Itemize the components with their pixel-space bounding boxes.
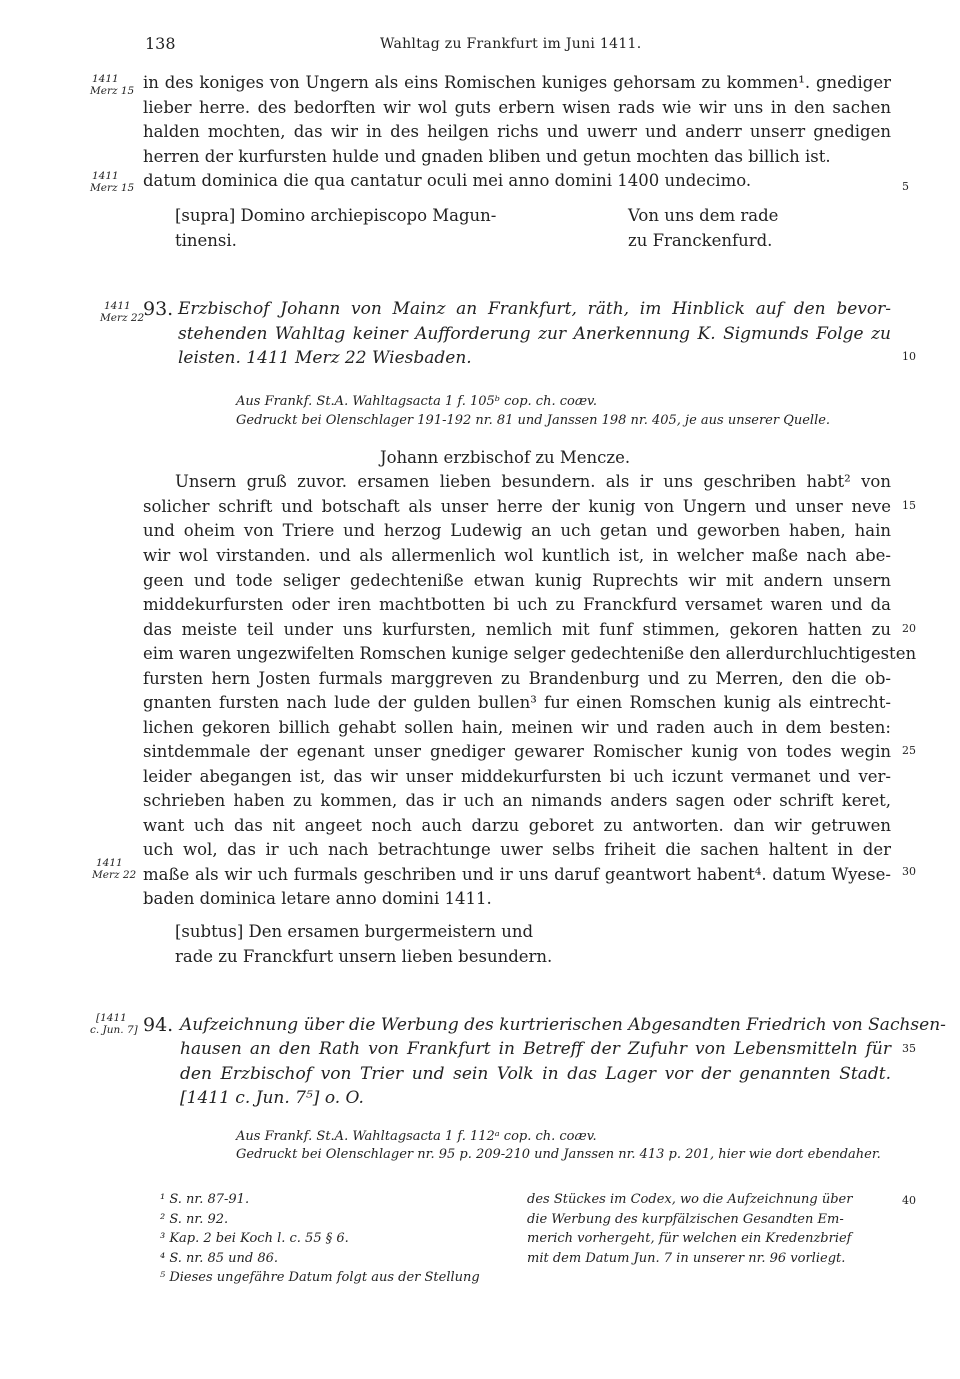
document-number: 94.: [143, 1014, 174, 1036]
address-subtus: rade zu Franckfurt unsern lieben besundern.: [175, 947, 553, 966]
text-line: herren der kurfursten hulde und gnaden bliben und getun mochten das billich ist.: [143, 147, 831, 166]
salutation: Johann erzbischof zu Mencze.: [380, 448, 631, 467]
footnote: merich vorhergeht, für welchen ein Kredenzbrief: [527, 1231, 852, 1246]
text-line: schrieben haben zu kommen, das ir uch an nimands anders sagen oder schrift keret,: [143, 791, 891, 810]
source-note: Gedruckt bei Olenschlager nr. 95 p. 209-210 und Janssen nr. 413 p. 201, hier wie dort ebendaher.: [236, 1147, 881, 1162]
footnote: ¹ S. nr. 87-91.: [160, 1192, 250, 1207]
address-subtus: [subtus] Den ersamen burgermeistern und: [175, 922, 534, 941]
text-line: datum dominica die qua cantatur oculi mei anno domini 1400 undecimo.: [143, 171, 752, 190]
footnote: ⁵ Dieses ungefähre Datum folgt aus der Stellung: [160, 1270, 480, 1285]
document-title: [1411 c. Jun. 7⁵] o. O.: [180, 1088, 364, 1108]
address-left: tinensi.: [175, 231, 237, 250]
document-title: stehenden Wahltag keiner Aufforderung zur Anerkennung K. Sigmunds Folge zu: [178, 324, 891, 344]
text-line: uch wol, das ir uch nach betrachtunge uwer selbs friheit die sachen haltent in der: [143, 840, 891, 859]
footnote: die Werbung des kurpfälzischen Gesandten Em-: [527, 1211, 844, 1227]
running-title: Wahltag zu Frankfurt im Juni 1411.: [380, 36, 642, 52]
text-line: und oheim von Triere und herzog Ludewig an uch getan und geworben haben, hain: [143, 521, 891, 540]
line-number: 5: [902, 180, 909, 193]
line-number: 20: [902, 622, 916, 635]
line-number: 25: [902, 744, 916, 757]
margin-date: 1411 Merz 22: [92, 857, 137, 881]
text-line: want uch das nit angeet noch auch darzu geboret zu antworten. dan wir getruwen: [143, 816, 891, 835]
margin-date: 1411 Merz 15: [90, 73, 135, 97]
document-title: leisten. 1411 Merz 22 Wiesbaden.: [178, 348, 472, 368]
line-number: 30: [902, 865, 916, 878]
line-number: 40: [902, 1194, 916, 1207]
text-line: fursten hern Josten furmals marggreven zu Brandenburg und zu Merren, den die ob-: [143, 669, 891, 688]
address-right: zu Franckenfurd.: [628, 231, 773, 250]
text-line: in des koniges von Ungern als eins Romischen kuniges gehorsam zu kommen¹. gnediger: [143, 73, 891, 92]
line-number: 35: [902, 1042, 916, 1055]
address-left: [supra] Domino archiepiscopo Magun-: [175, 206, 497, 225]
document-title: den Erzbischof von Trier und sein Volk in das Lager vor der genannten Stadt.: [180, 1064, 891, 1084]
text-line: lichen gekoren billich gehabt sollen hain, meinen wir und raden auch in dem besten:: [143, 718, 891, 737]
page-header: [145, 34, 900, 58]
source-note: Aus Frankf. St.A. Wahltagsacta 1 f. 105ᵇ cop. ch. coæv.: [236, 394, 597, 409]
text-line: eim waren ungezwifelten Romschen kunige selger gedechteniße den allerdurchluchtigesten: [143, 644, 917, 663]
text-line: solicher schrift und botschaft als unser herre der kunig von Ungern und unser neve: [143, 497, 891, 516]
footnote: ³ Kap. 2 bei Koch l. c. 55 § 6.: [160, 1231, 349, 1246]
text-line: sintdemmale der egenant unser gnediger gewarer Romischer kunig von todes wegin: [143, 742, 891, 761]
document-title: hausen an den Rath von Frankfurt in Betreff der Zufuhr von Lebensmitteln für: [180, 1039, 891, 1059]
document-title: Erzbischof Johann von Mainz an Frankfurt, räth, im Hinblick auf den bevor-: [178, 299, 891, 319]
document-number: 93.: [143, 298, 174, 320]
footnote: mit dem Datum Jun. 7 in unserer nr. 96 vorliegt.: [527, 1250, 846, 1266]
page-number: 138: [145, 34, 176, 53]
footnote: ² S. nr. 92.: [160, 1211, 229, 1227]
line-number: 15: [902, 499, 916, 512]
text-line: leider abegangen ist, das wir unser middekurfursten bi uch iczunt vermanet und ver-: [143, 767, 891, 786]
text-line: Unsern gruß zuvor. ersamen lieben besundern. als ir uns geschriben habt² von: [175, 472, 891, 491]
text-line: geen und tode seliger gedechteniße etwan kunig Ruprechts wir mit andern unsern: [143, 571, 891, 590]
source-note: Gedruckt bei Olenschlager 191-192 nr. 81 und Janssen 198 nr. 405, je aus unserer Quelle.: [236, 413, 831, 428]
text-line: baden dominica letare anno domini 1411.: [143, 889, 492, 908]
text-line: lieber herre. des bedorften wir wol guts erbern wisen rads wie wir uns in den sachen: [143, 98, 891, 117]
text-line: wir wol virstanden. und als allermenlich wol kuntlich ist, in welcher maße nach abe-: [143, 546, 891, 565]
footnotes-right: [527, 1190, 852, 1268]
source-note: Aus Frankf. St.A. Wahltagsacta 1 f. 112ᵃ cop. ch. coæv.: [236, 1129, 597, 1144]
margin-date: 1411 Merz 15: [90, 170, 135, 194]
footnotes-left: [160, 1190, 480, 1288]
text-line: middekurfursten oder iren machtbotten bi uch zu Franckfurd versamet waren und da: [143, 595, 891, 614]
text-line: maße als wir uch furmals geschriben und ir uns daruf geantwort habent⁴. datum Wyese-: [143, 865, 891, 884]
footnote: des Stückes im Codex, wo die Aufzeichnung über: [527, 1192, 853, 1207]
footnote: ⁴ S. nr. 85 und 86.: [160, 1250, 279, 1266]
text-line: das meiste teil under uns kurfursten, nemlich mit funf stimmen, gekoren hatten zu: [143, 620, 891, 639]
document-title: Aufzeichnung über die Werbung des kurtrierischen Abgesandten Friedrich von Sachsen-: [180, 1015, 946, 1035]
margin-date: [1411 c. Jun. 7]: [90, 1012, 138, 1036]
text-line: halden mochten, das wir in des heilgen richs und uwerr und anderr unserr gnedigen: [143, 122, 891, 141]
text-line: gnanten fursten nach lude der gulden bullen³ fur einen Romschen kunig als eintrecht-: [143, 693, 891, 712]
margin-date: 1411 Merz 22: [100, 300, 145, 324]
line-number: 10: [902, 350, 916, 363]
address-right: Von uns dem rade: [628, 206, 779, 225]
